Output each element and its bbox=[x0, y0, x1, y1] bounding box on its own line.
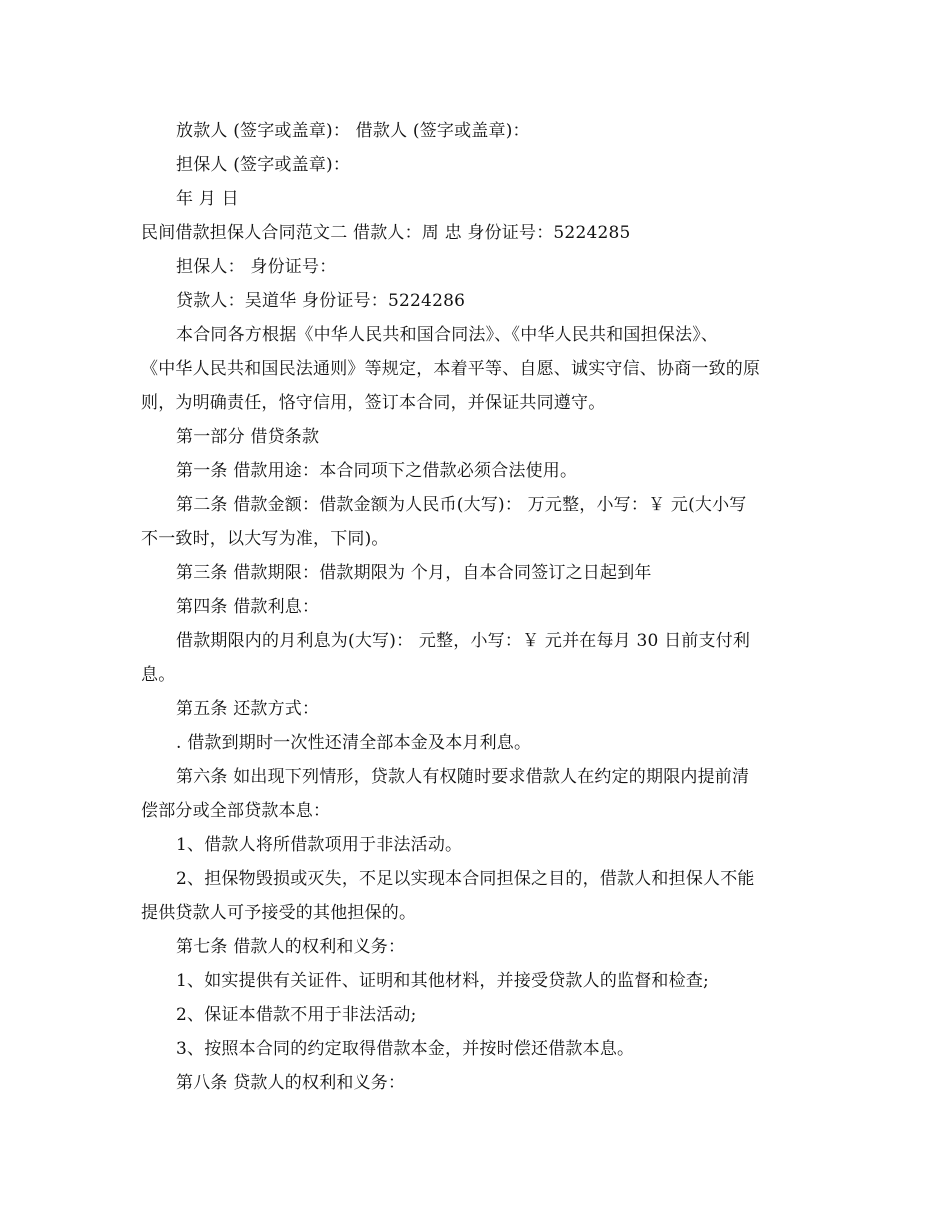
article-7-heading: 第七条 借款人的权利和义务： bbox=[176, 937, 406, 957]
article-7-item-2: 2、保证本借款不用于非法活动; bbox=[176, 1005, 417, 1025]
article-6-item-1: 1、借款人将所借款项用于非法活动。 bbox=[176, 835, 463, 855]
article-4-line-1: 借款期限内的月利息为(大写)： 元整，小写：￥ 元并在每月 30 日前支付利 bbox=[176, 631, 751, 651]
article-5-item: . 借款到期时一次性还清全部本金及本月利息。 bbox=[176, 733, 532, 753]
article-2-line-2: 不一致时，以大写为准，下同)。 bbox=[141, 529, 389, 549]
article-3: 第三条 借款期限：借款期限为 个月，自本合同签订之日起到年 bbox=[176, 563, 652, 583]
article-7-item-1: 1、如实提供有关证件、证明和其他材料，并接受贷款人的监督和检查; bbox=[176, 971, 709, 991]
preamble-line-3: 则，为明确责任，恪守信用，签订本合同，并保证共同遵守。 bbox=[141, 393, 606, 413]
preamble-line-1: 本合同各方根据《中华人民共和国合同法》、《中华人民共和国担保法》、 bbox=[176, 325, 719, 345]
signature-date: 年 月 日 bbox=[176, 189, 239, 209]
article-6-line-1: 第六条 如出现下列情形，贷款人有权随时要求借款人在约定的期限内提前清 bbox=[176, 767, 750, 787]
article-6-line-2: 偿部分或全部贷款本息： bbox=[141, 801, 331, 821]
guarantor-info: 担保人： 身份证号： bbox=[176, 257, 337, 277]
article-8-heading: 第八条 贷款人的权利和义务： bbox=[176, 1073, 406, 1093]
lender-info: 贷款人：吴道华 身份证号：5224286 bbox=[176, 291, 466, 311]
article-4-line-2: 息。 bbox=[141, 665, 176, 685]
article-4-heading: 第四条 借款利息： bbox=[176, 597, 320, 617]
article-7-item-3: 3、按照本合同的约定取得借款本金，并按时偿还借款本息。 bbox=[176, 1039, 635, 1059]
contract-title-line: 民间借款担保人合同范文二 借款人：周 忠 身份证号：5224285 bbox=[141, 223, 631, 243]
signature-lender-borrower: 放款人 (签字或盖章)： 借款人 (签字或盖章)： bbox=[176, 121, 530, 141]
article-5-heading: 第五条 还款方式： bbox=[176, 699, 320, 719]
article-2-line-1: 第二条 借款金额：借款金额为人民币(大写)： 万元整，小写：￥ 元(大小写 bbox=[176, 495, 747, 515]
article-1: 第一条 借款用途：本合同项下之借款必须合法使用。 bbox=[176, 461, 578, 481]
article-6-item-2-line-1: 2、担保物毁损或灭失，不足以实现本合同担保之目的，借款人和担保人不能 bbox=[176, 869, 755, 889]
article-6-item-2-line-2: 提供贷款人可予接受的其他担保的。 bbox=[141, 903, 417, 923]
preamble-line-2: 《中华人民共和国民法通则》等规定，本着平等、自愿、诚实守信、协商一致的原 bbox=[141, 359, 761, 379]
section-heading-part-1: 第一部分 借贷条款 bbox=[176, 427, 320, 447]
signature-guarantor: 担保人 (签字或盖章)： bbox=[176, 155, 351, 175]
